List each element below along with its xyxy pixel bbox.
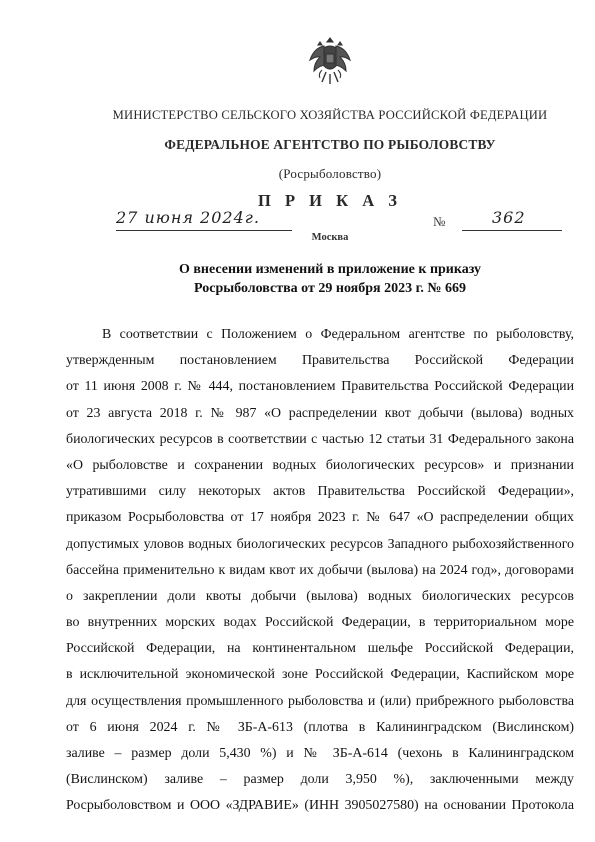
- coat-of-arms-emblem: [308, 32, 352, 88]
- body-line: бассейна применительно к видам квот их добычи (вылова) на 2024 год», договорами: [66, 562, 574, 578]
- body-line: В соответствии с Положением о Федеральном агентстве по рыболовству,: [102, 327, 574, 342]
- agency-name: ФЕДЕРАЛЬНОЕ АГЕНТСТВО ПО РЫБОЛОВСТВУ: [164, 137, 496, 152]
- number-label: №: [433, 214, 446, 229]
- body-line: от 6 июня 2024 г. № ЗБ-А-613 (плотва в Калининградском (Вислинском): [66, 719, 574, 735]
- body-line: приказом Росрыболовства от 17 ноября 2023 г. № 647 «О распределении общих: [66, 510, 574, 526]
- city: Москва: [311, 232, 349, 243]
- body-paragraph: [66, 322, 574, 820]
- document-title-line-2: Росрыболовства от 29 ноября 2023 г. № 669: [194, 281, 466, 296]
- body-line: Росрыболовством и ООО «ЗДРАВИЕ» (ИНН 3905027580) на основании Протокола: [66, 798, 574, 814]
- body-line: допустимых уловов водных биологических ресурсов Западного рыбохозяйственного: [66, 536, 574, 552]
- body-line: утратившими силу некоторых актов Правительства Российской Федерации»,: [66, 484, 574, 500]
- number-underline: [462, 230, 562, 231]
- agency-short-name: (Росрыболовство): [278, 166, 382, 181]
- body-line: биологических ресурсов в соответствии с частью 12 статьи 31 Федерального закона: [66, 431, 574, 447]
- body-line: утвержденным постановлением Правительства Российской Федерации: [66, 353, 574, 369]
- body-line: от 11 июня 2008 г. № 444, постановлением Правительства Российской Федерации: [66, 379, 574, 395]
- body-line: заливе – размер доли 5,430 %) и № ЗБ-А-614 (чехонь в Калининградском: [66, 746, 574, 761]
- body-line: о закреплении доли квоты добычи (вылова) водных биологических ресурсов: [66, 588, 574, 604]
- order-number: 362: [492, 208, 526, 227]
- body-line: во внутренних морских водах Российской Федерации, в территориальном море: [66, 615, 574, 631]
- body-line: в исключительной экономической зоне Российской Федерации, Каспийском море: [66, 667, 574, 683]
- date-underline: [116, 230, 292, 231]
- order-date: 27 июня 2024г.: [116, 208, 260, 227]
- body-line: «О рыболовстве и сохранении водных биологических ресурсов» и признании: [66, 457, 574, 473]
- body-line: Российской Федерации, на континентальном шельфе Российской Федерации,: [66, 641, 574, 657]
- body-line: от 23 августа 2018 г. № 987 «О распределении квот добычи (вылова) водных: [66, 405, 574, 421]
- document-title-line-1: О внесении изменений в приложение к приказу: [178, 262, 482, 277]
- body-line: (Вислинском) заливе – размер доли 3,950 %), заключенными между: [66, 772, 574, 788]
- body-line: для осуществления промышленного рыболовства и (или) прибрежного рыболовства: [66, 693, 574, 709]
- document-type: П Р И К А З: [258, 191, 402, 210]
- ministry-name: МИНИСТЕРСТВО СЕЛЬСКОГО ХОЗЯЙСТВА РОССИЙСКОЙ ФЕДЕРАЦИИ: [112, 108, 548, 122]
